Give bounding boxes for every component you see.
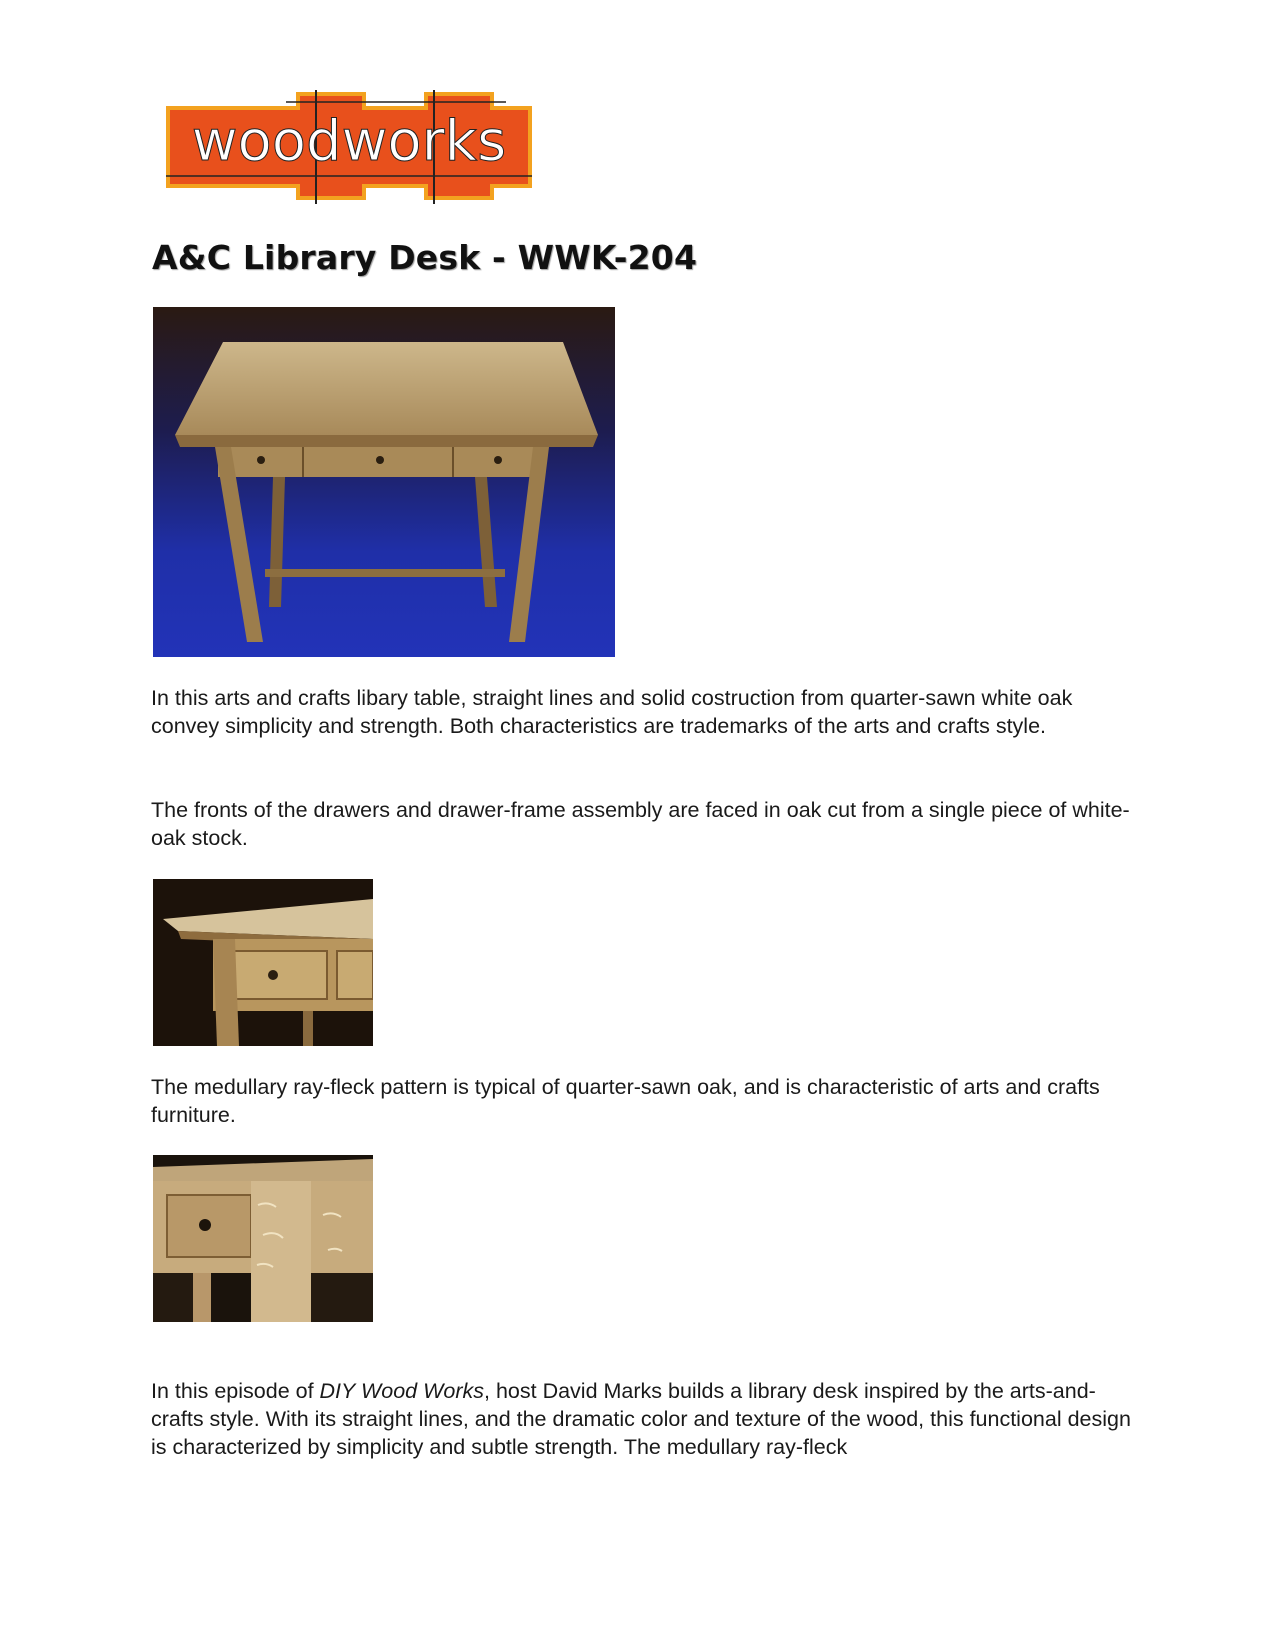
paragraph-intro: In this arts and crafts libary table, straight lines and solid costruction from quarter-sawn white oak convey simplicity and strength. Both characteristics are trademarks of the arts and crafts style. (151, 686, 1073, 738)
logo-wordmark: woodworks (191, 109, 507, 174)
page-title: A&C Library Desk - WWK-204 (152, 238, 698, 277)
episode-text-rest: , host David Marks builds a library desk inspired by the arts-and-crafts style. With its straight lines, and the dramatic color and texture of the wood, this functional design is characterized by simplicity and subtle strength. The medullary ray-fleck (151, 1379, 1131, 1459)
ray-fleck-detail-photo (153, 1155, 373, 1322)
paragraph-episode (151, 1377, 1131, 1461)
paragraph-ray-fleck: The medullary ray-fleck pattern is typical of quarter-sawn oak, and is characteristic of arts and crafts furniture. (151, 1075, 1100, 1127)
drawer-detail-photo (153, 879, 373, 1046)
paragraph-drawers: The fronts of the drawers and drawer-frame assembly are faced in oak cut from a single piece of white-oak stock. (151, 798, 1130, 850)
show-title: DIY Wood Works (319, 1379, 485, 1403)
woodworks-logo (166, 88, 532, 206)
episode-text-start: In this episode of (151, 1379, 320, 1403)
library-desk-photo (153, 307, 615, 657)
